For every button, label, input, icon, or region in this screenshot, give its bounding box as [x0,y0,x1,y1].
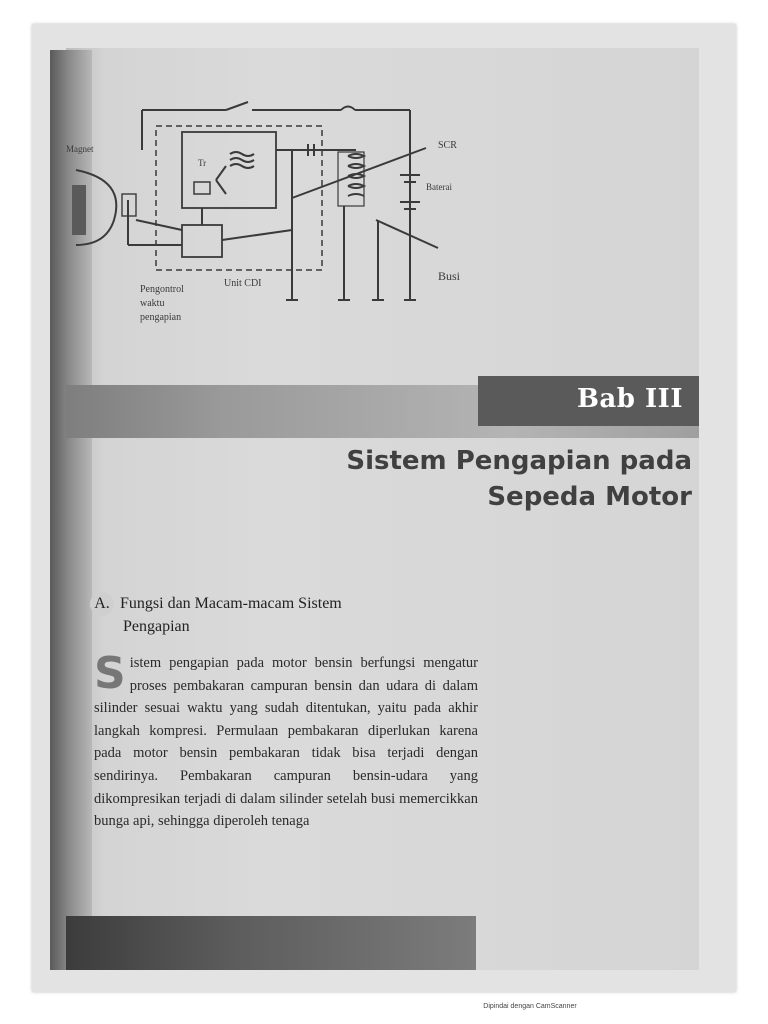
body-text: istem pengapian pada motor bensin berfungsi mengatur proses pembakaran campuran bensin dan udara di dalam silinder sesuai waktu yang sudah ditentukan, yaitu pada akhir langkah kompresi. Permulaan pembakaran diperlukan karena pada motor bensin pembakaran tidak bisa terjadi dengan sendirinya. Pembakaran campuran bensin-udara yang dikompresikan terjadi di dalam silinder setelah busi memercikkan bunga api, sehingga diperoleh tenaga [94,655,478,830]
chapter-title-line2: Sepeda Motor [487,482,692,512]
cdi-ignition-circuit-diagram [66,80,496,340]
section-title-line1: Fungsi dan Macam-macam Sistem [120,595,342,612]
section-title-line2: Pengapian [123,618,190,635]
section-letter: A. [90,592,114,616]
chapter-label-box [478,376,699,426]
label-unit-cdi: Unit CDI [224,278,262,289]
scanner-watermark: Dipindai dengan CamScanner [483,1003,577,1010]
chapter-label: Bab III [576,384,683,414]
body-paragraph [94,648,478,833]
chapter-title-line1: Sistem Pengapian pada [346,446,692,476]
bottom-decorative-band [66,916,476,970]
label-scr: SCR [438,140,457,151]
label-magnet: Magnet [66,144,94,154]
label-baterai: Baterai [426,182,452,192]
section-heading [90,592,342,638]
label-pengontrol-line3: pengapian [140,312,182,323]
label-pengontrol-line2: waktu [140,298,165,309]
chapter-title [346,443,692,515]
label-pengontrol-line1: Pengontrol [140,284,184,295]
drop-cap: S [94,648,126,699]
label-tr: Tr [198,158,207,168]
label-busi: Busi [438,269,461,283]
